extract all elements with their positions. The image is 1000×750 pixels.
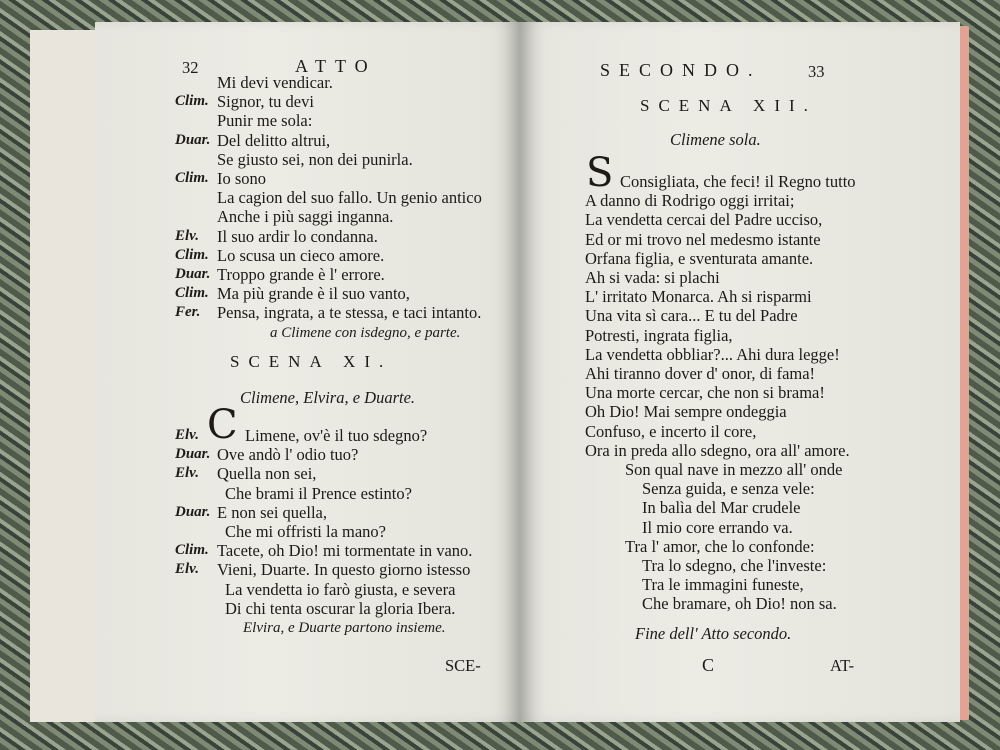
- scene-title: SCENA XII.: [640, 96, 817, 115]
- verse-line: Mi devi vendicar.: [217, 73, 333, 92]
- speaker-label: Duar.: [175, 131, 211, 148]
- stage-direction: Elvira, e Duarte partono insieme.: [243, 620, 446, 636]
- verse-line: In balìa del Mar crudele: [642, 498, 801, 518]
- speaker-label: Elv.: [175, 561, 200, 578]
- verse-line: Son qual nave in mezzo all' onde: [625, 460, 843, 479]
- verse-line: Vieni, Duarte. In questo giorno istesso: [217, 560, 471, 580]
- speaker-label: Elv.: [175, 465, 200, 482]
- speaker-label: Duar.: [175, 266, 211, 282]
- verse-line: Potresti, ingrata figlia,: [585, 325, 733, 345]
- verse-line: Una morte cercar, che non si brama!: [585, 383, 825, 403]
- verse-line: Che bramare, oh Dio! non sa.: [642, 594, 837, 614]
- scene-characters: Climene, Elvira, e Duarte.: [240, 388, 416, 407]
- verse-line: Troppo grande è l' errore.: [217, 265, 385, 284]
- verse-line: Tacete, oh Dio! mi tormentate in vano.: [217, 541, 473, 561]
- verse-line: Il mio core errando va.: [642, 517, 793, 537]
- verse-line: Punir me sola:: [217, 111, 313, 131]
- speaker-label: Clim.: [175, 93, 209, 110]
- speaker-label: Duar.: [175, 503, 211, 520]
- drop-cap: S: [586, 150, 614, 196]
- running-head: SECONDO.: [600, 60, 762, 80]
- scene-title: SCENA XI.: [230, 352, 393, 371]
- verse-line: Ma più grande è il suo vanto,: [217, 284, 410, 304]
- verse-line: Ove andò l' odio tuo?: [217, 445, 359, 465]
- end-note: Fine dell' Atto secondo.: [635, 624, 792, 643]
- page-number: 32: [182, 58, 199, 77]
- verse-line: Pensa, ingrata, a te stessa, e taci intanto.: [217, 303, 482, 323]
- verse-line: Una vita sì cara... E tu del Padre: [585, 306, 798, 326]
- speaker-label: Fer.: [175, 304, 201, 321]
- verse-line: Io sono: [217, 169, 267, 188]
- speaker-label: Duar.: [175, 446, 211, 463]
- right-page: [520, 22, 960, 722]
- page-number: 33: [808, 62, 825, 81]
- verse-line: La vendetta io farò giusta, e severa: [225, 579, 456, 599]
- verse-line: Anche i più saggi inganna.: [217, 207, 394, 227]
- verse-line: E non sei quella,: [217, 502, 327, 522]
- verse-line: La vendetta obbliar?... Ahi dura legge!: [585, 344, 840, 364]
- verse-line: Quella non sei,: [217, 464, 317, 484]
- verse-line: La vendetta cercai del Padre ucciso,: [585, 210, 823, 230]
- verse-line: Di chi tenta oscurar la gloria Ibera.: [225, 598, 456, 618]
- stage-direction: a Climene con isdegno, e parte.: [270, 325, 461, 341]
- scene-characters: Climene sola.: [670, 130, 761, 149]
- verse-line: Oh Dio! Mai sempre ondeggia: [585, 402, 787, 422]
- verse-line: Orfana figlia, e sventurata amante.: [585, 248, 814, 268]
- verse-line: Tra lo sdegno, che l'investe:: [642, 556, 827, 575]
- verse-line: Che brami il Prence estinto?: [225, 483, 412, 503]
- verse-line: La cagion del suo fallo. Un genio antico: [217, 188, 482, 208]
- verse-line: L' irritato Monarca. Ah si risparmi: [585, 287, 812, 307]
- verse-line: Ora in preda allo sdegno, ora all' amore.: [585, 440, 850, 460]
- verse-line: Tra le immagini funeste,: [642, 575, 804, 595]
- verse-line: Lo scusa un cieco amore.: [217, 245, 385, 265]
- verse-line: Limene, ov'è il tuo sdegno?: [245, 426, 428, 445]
- signature-mark: C: [702, 655, 715, 675]
- speaker-label: Clim.: [175, 285, 209, 302]
- left-page: [95, 22, 520, 722]
- speaker-label: Elv.: [175, 227, 200, 244]
- catchword: SCE-: [445, 656, 481, 675]
- running-head: ATTO: [295, 56, 377, 76]
- verse-line: Consigliata, che feci! il Regno tutto: [620, 172, 856, 191]
- drop-cap: C: [207, 402, 238, 448]
- verse-line: Confuso, e incerto il core,: [585, 421, 757, 441]
- speaker-label: Clim.: [175, 246, 209, 263]
- catchword: AT-: [830, 656, 855, 675]
- speaker-label: Clim.: [175, 542, 209, 559]
- verse-line: A danno di Rodrigo oggi irritai;: [585, 191, 795, 211]
- verse-line: Il suo ardir lo condanna.: [217, 226, 378, 246]
- verse-line: Del delitto altrui,: [217, 130, 331, 150]
- verse-line: Ah si vada: si plachi: [585, 268, 720, 287]
- speaker-label: Clim.: [175, 170, 209, 186]
- verse-line: Ahi tiranno dover d' onor, di fama!: [585, 364, 816, 383]
- speaker-label: Elv.: [175, 427, 200, 443]
- verse-line: Tra l' amor, che lo confonde:: [625, 536, 815, 556]
- verse-line: Che mi offristi la mano?: [225, 522, 386, 541]
- verse-line: Ed or mi trovo nel medesmo istante: [585, 229, 821, 249]
- verse-line: Se giusto sei, non dei punirla.: [217, 149, 413, 169]
- verse-line: Senza guida, e senza vele:: [642, 479, 815, 499]
- verse-line: Signor, tu devi: [217, 92, 314, 112]
